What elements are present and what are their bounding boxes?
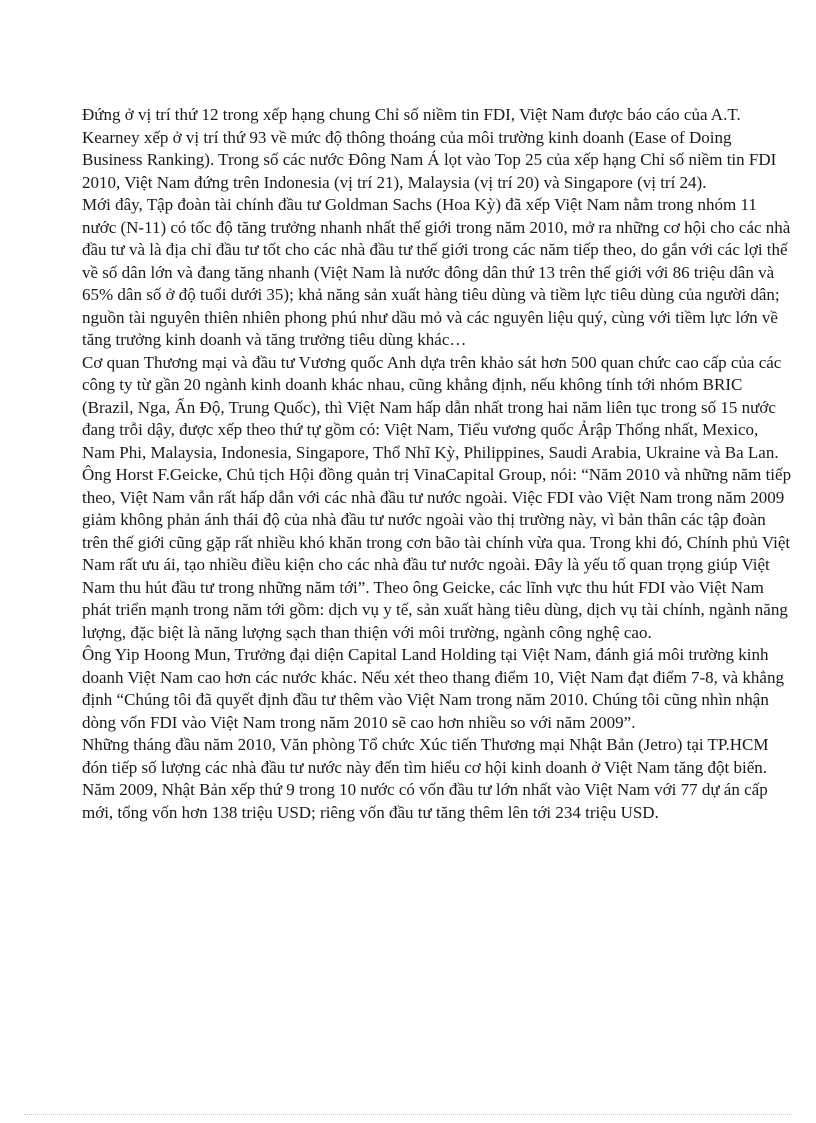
paragraph-capitaland: Ông Yip Hoong Mun, Trưởng đại diện Capital Land Holding tại Việt Nam, đánh giá môi trường kinh doanh Việt Nam cao hơn các nước khác. Nếu xét theo thang điểm 10, Việt Nam đạt điểm 7-8, và khẳng định “Chúng tôi đã quyết định đầu tư thêm vào Việt Nam trong năm 2010. Chúng tôi cũng nhìn nhận dòng vốn FDI vào Việt Nam trong năm 2010 sẽ cao hơn nhiều so với năm 2009”. [82, 645, 784, 732]
paragraph-fdi-ranking: Đứng ở vị trí thứ 12 trong xếp hạng chung Chỉ số niềm tin FDI, Việt Nam được báo cáo của A.T. Kearney xếp ở vị trí thứ 93 về mức độ thông thoáng của môi trường kinh doanh (Ease of Doing Business Ranking). Trong số các nước Đông Nam Á lọt vào Top 25 của xếp hạng Chỉ số niềm tin FDI 2010, Việt Nam đứng trên Indonesia (vị trí 21), Malaysia (vị trí 20) và Singapore (vị trí 24). [82, 105, 777, 192]
paragraph-uk-trade: Cơ quan Thương mại và đầu tư Vương quốc Anh dựa trên khảo sát hơn 500 quan chức cao cấp của các công ty từ gần 20 ngành kinh doanh khác nhau, cũng khẳng định, nếu không tính tới nhóm BRIC (Brazil, Nga, Ấn Độ, Trung Quốc), thì Việt Nam hấp dẫn nhất trong hai năm liên tục trong số 15 nước đang trỗi dậy, được xếp theo thứ tự gồm có: Việt Nam, Tiểu vương quốc Ảrập Thống nhất, Mexico, Nam Phi, Malaysia, Indonesia, Singapore, Thổ Nhĩ Kỳ, Philippines, Saudi Arabia, Ukraine và Ba Lan. [82, 352, 782, 462]
document-body [82, 104, 792, 824]
paragraph-jetro: Những tháng đầu năm 2010, Văn phòng Tổ chức Xúc tiến Thương mại Nhật Bản (Jetro) tại TP.HCM đón tiếp số lượng các nhà đầu tư nước này đến tìm hiểu cơ hội kinh doanh ở Việt Nam tăng đột biến. Năm 2009, Nhật Bản xếp thứ 9 trong 10 nước có vốn đầu tư lớn nhất vào Việt Nam với 77 dự án cấp mới, tổng vốn hơn 138 triệu USD; riêng vốn đầu tư tăng thêm lên tới 234 triệu USD. [82, 735, 769, 822]
paragraph-vinacapital: Ông Horst F.Geicke, Chủ tịch Hội đồng quản trị VinaCapital Group, nói: “Năm 2010 và những năm tiếp theo, Việt Nam vẫn rất hấp dẫn với các nhà đầu tư nước ngoài. Việc FDI vào Việt Nam trong năm 2009 giảm không phản ánh thái độ của nhà đầu tư nước ngoài vào thị trường này, vì bản thân các tập đoàn trên thế giới cũng gặp rất nhiều khó khăn trong cơn bão tài chính vừa qua. Trong khi đó, Chính phủ Việt Nam rất ưu ái, tạo nhiều điều kiện cho các nhà đầu tư nước ngoài. Đây là yếu tố quan trọng giúp Việt Nam thu hút đầu tư trong những năm tới”. Theo ông Geicke, các lĩnh vực thu hút FDI vào Việt Nam phát triển mạnh trong năm tới gồm: dịch vụ y tế, sản xuất hàng tiêu dùng, dịch vụ tài chính, ngành năng lượng, đặc biệt là năng lượng sạch than thiện với môi trường, ngành công nghệ cao. [82, 465, 792, 642]
page-bottom-divider [24, 1114, 792, 1115]
paragraph-goldman-sachs: Mới đây, Tập đoàn tài chính đầu tư Goldman Sachs (Hoa Kỳ) đã xếp Việt Nam nằm trong nhóm 11 nước (N-11) có tốc độ tăng trưởng nhanh nhất thế giới trong năm 2010, mở ra những cơ hội cho các nhà đầu tư và là địa chỉ đầu tư tốt cho các nhà đầu tư thế giới trong các năm tiếp theo, do gắn với các lợi thế về số dân lớn và đang tăng nhanh (Việt Nam là nước đông dân thứ 13 trên thế giới với 86 triệu dân và 65% dân số ở độ tuổi dưới 35); khả năng sản xuất hàng tiêu dùng và tiềm lực tiêu dùng của người dân; nguồn tài nguyên thiên nhiên phong phú như dầu mỏ và các nguyên liệu quý, cùng với tiềm lực lớn về tăng trưởng kinh doanh và tăng trưởng tiêu dùng khác… [82, 195, 791, 349]
